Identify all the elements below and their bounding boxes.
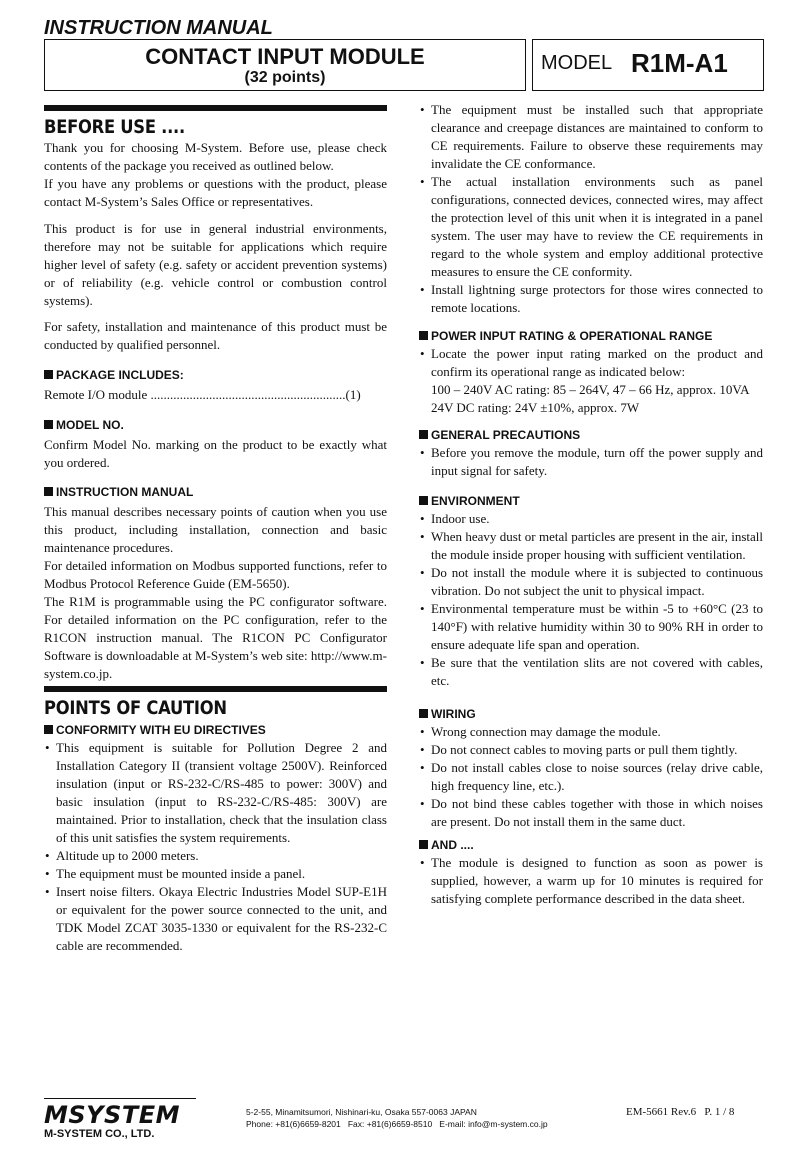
section-rule bbox=[44, 105, 387, 111]
list-item: • The module is designed to function as soon as power is supplied, however, a warm up for 10 minutes is required for satisfying complete performance described in the data sheet. bbox=[419, 854, 763, 908]
list-item: • The equipment must be installed such that appropriate clearance and creepage distances are maintained to conform to CE requirements. Failure to observe these requirements may invalidate the CE conformance. bbox=[419, 101, 763, 173]
manual-paragraph-1: This manual describes necessary points of caution when you use this product, including installation, connection and basic maintenance procedures. bbox=[44, 504, 387, 555]
general-list bbox=[419, 444, 763, 480]
square-bullet-icon bbox=[419, 496, 428, 505]
company-logo: MSYSTEM bbox=[44, 1101, 180, 1129]
list-item: • Insert noise filters. Okaya Electric Industries Model SUP-E1H or equivalent for the power source connected to the unit, and TDK Model ZCAT 3035-1330 or equivalent for the RS-232-C cable are recommended. bbox=[44, 883, 387, 955]
square-bullet-icon bbox=[419, 709, 428, 718]
eu-section bbox=[44, 722, 387, 955]
intro-paragraph-3: This product is for use in general industrial environments, therefore may not be suitable for applications which require higher level of safety (e.g. safety or accident prevention systems) or of reliability (e.g. vehicle control or combustion control systems). bbox=[44, 221, 387, 308]
eu-continued bbox=[419, 101, 763, 317]
square-bullet-icon bbox=[419, 840, 428, 849]
manual-paragraph-2: For detailed information on Modbus supported functions, refer to Modbus Protocol Reference Guide (EM-5650). bbox=[44, 558, 387, 591]
model-label: MODEL bbox=[541, 52, 613, 74]
list-item: • The actual installation environments such as panel configurations, connected devices, connected wires, may affect the protection level of this unit when it is integrated in a panel system. The user may have to review the CE requirements in regard to the whole system and employ additional protective measures to ensure the CE conformity. bbox=[419, 173, 763, 281]
general-section bbox=[419, 427, 763, 480]
list-item: • Do not bind these cables together with those in which noises are present. Do not install them in the same duct. bbox=[419, 795, 763, 831]
power-ac-rating: 100 – 240V AC rating: 85 – 264V, 47 – 66 Hz, approx. 10VA bbox=[431, 382, 750, 397]
list-item: • Install lightning surge protectors for those wires connected to remote locations. bbox=[419, 281, 763, 317]
caution-heading: POINTS OF CAUTION bbox=[44, 697, 227, 719]
wiring-heading: WIRING bbox=[419, 706, 763, 722]
intro-paragraph-1: Thank you for choosing M-System. Before use, please check contents of the package you received as outlined below. bbox=[44, 140, 387, 173]
intro-paragraph-2: If you have any problems or questions with the product, please contact M-System’s Sales Office or representatives. bbox=[44, 176, 387, 209]
wiring-list bbox=[419, 723, 763, 831]
square-bullet-icon bbox=[44, 725, 53, 734]
model-number: R1M-A1 bbox=[631, 48, 728, 78]
contact-line: Phone: +81(6)6659-8201 Fax: +81(6)6659-8510 E-mail: info@m-system.co.jp bbox=[246, 1119, 548, 1129]
eu-heading: CONFORMITY WITH EU DIRECTIVES bbox=[44, 722, 387, 738]
intro-paragraph-4: For safety, installation and maintenance of this product must be conducted by qualified personnel. bbox=[44, 319, 387, 352]
list-item: • Indoor use. bbox=[419, 510, 763, 528]
square-bullet-icon bbox=[419, 430, 428, 439]
manual-heading: INSTRUCTION MANUAL bbox=[44, 484, 387, 500]
power-list bbox=[419, 345, 763, 381]
model-text: Confirm Model No. marking on the product to be exactly what you ordered. bbox=[44, 437, 387, 470]
environment-section bbox=[419, 493, 763, 690]
manual-section bbox=[44, 484, 387, 683]
power-dc-rating: 24V DC rating: 24V ±10%, approx. 7W bbox=[431, 400, 640, 415]
list-item: • Altitude up to 2000 meters. bbox=[44, 847, 387, 865]
list-item: • Locate the power input rating marked on the product and confirm its operational range as indicated below: bbox=[419, 345, 763, 381]
and-list bbox=[419, 854, 763, 908]
footer-rule bbox=[44, 1098, 196, 1099]
intro-block-3 bbox=[44, 220, 387, 310]
list-item: • Do not install the module where it is subjected to continuous vibration. Do not subject the unit to physical impact. bbox=[419, 564, 763, 600]
list-item: • Wrong connection may damage the module. bbox=[419, 723, 763, 741]
page-reference: EM-5661 Rev.6 P. 1 / 8 bbox=[626, 1106, 735, 1118]
manual-label: INSTRUCTION MANUAL bbox=[44, 17, 279, 39]
list-item: • Do not install cables close to noise sources (relay drive cable, high frequency line, etc.). bbox=[419, 759, 763, 795]
power-section bbox=[419, 328, 763, 417]
before-use-intro bbox=[44, 139, 387, 211]
model-box bbox=[532, 39, 764, 91]
package-heading: PACKAGE INCLUDES: bbox=[44, 367, 387, 383]
square-bullet-icon bbox=[44, 420, 53, 429]
before-use-section bbox=[44, 105, 387, 139]
list-item: • Before you remove the module, turn off the power supply and input signal for safety. bbox=[419, 444, 763, 480]
list-item: • Be sure that the ventilation slits are not covered with cables, etc. bbox=[419, 654, 763, 690]
page-subtitle: (32 points) bbox=[244, 69, 326, 86]
general-heading: GENERAL PRECAUTIONS bbox=[419, 427, 763, 443]
model-heading: MODEL NO. bbox=[44, 417, 387, 433]
and-section bbox=[419, 837, 763, 908]
package-section bbox=[44, 367, 387, 404]
package-item: Remote I/O module ............................................................(1) bbox=[44, 387, 361, 402]
eu-list bbox=[44, 739, 387, 955]
power-heading: POWER INPUT RATING & OPERATIONAL RANGE bbox=[419, 328, 763, 344]
square-bullet-icon bbox=[419, 331, 428, 340]
company-address bbox=[246, 1106, 548, 1130]
square-bullet-icon bbox=[44, 370, 53, 379]
square-bullet-icon bbox=[44, 487, 53, 496]
manual-paragraph-3: The R1M is programmable using the PC configurator software. For detailed information on the PC configuration, refer to the R1CON instruction manual. The R1CON PC Configurator Software is downloadable at M-System’s web site: http://www.m-system.co.jp. bbox=[44, 594, 387, 681]
list-item: • This equipment is suitable for Pollution Degree 2 and Installation Category II (transient voltage 2500V). Reinforced insulation (input or RS-232-C/RS-485 to power: 300V) and basic insulation (input to RS-232-C/RS-485: 300V) are maintained. Prior to installation, check that the insulation class of this unit satisfies the system requirements. bbox=[44, 739, 387, 847]
eu-list-continued bbox=[419, 101, 763, 317]
environment-list bbox=[419, 510, 763, 690]
caution-section bbox=[44, 686, 387, 720]
list-item: • When heavy dust or metal particles are present in the air, install the module inside proper housing with sufficient ventilation. bbox=[419, 528, 763, 564]
before-use-heading: BEFORE USE .... bbox=[44, 116, 185, 138]
list-item: • Environmental temperature must be within -5 to +60°C (23 to 140°F) with relative humidity within 30 to 90% RH in order to ensure adequate life span and operation. bbox=[419, 600, 763, 654]
model-section bbox=[44, 417, 387, 472]
address-line: 5-2-55, Minamitsumori, Nishinari-ku, Osaka 557-0063 JAPAN bbox=[246, 1107, 477, 1117]
intro-block-4 bbox=[44, 318, 387, 354]
and-heading: AND .... bbox=[419, 837, 763, 853]
title-box bbox=[44, 39, 526, 91]
page-title: CONTACT INPUT MODULE bbox=[145, 44, 425, 69]
manual-banner bbox=[44, 17, 764, 39]
environment-heading: ENVIRONMENT bbox=[419, 493, 763, 509]
wiring-section bbox=[419, 706, 763, 831]
list-item: • Do not connect cables to moving parts or pull them tightly. bbox=[419, 741, 763, 759]
list-item: • The equipment must be mounted inside a panel. bbox=[44, 865, 387, 883]
section-rule bbox=[44, 686, 387, 692]
company-name: M-SYSTEM CO., LTD. bbox=[44, 1128, 155, 1140]
